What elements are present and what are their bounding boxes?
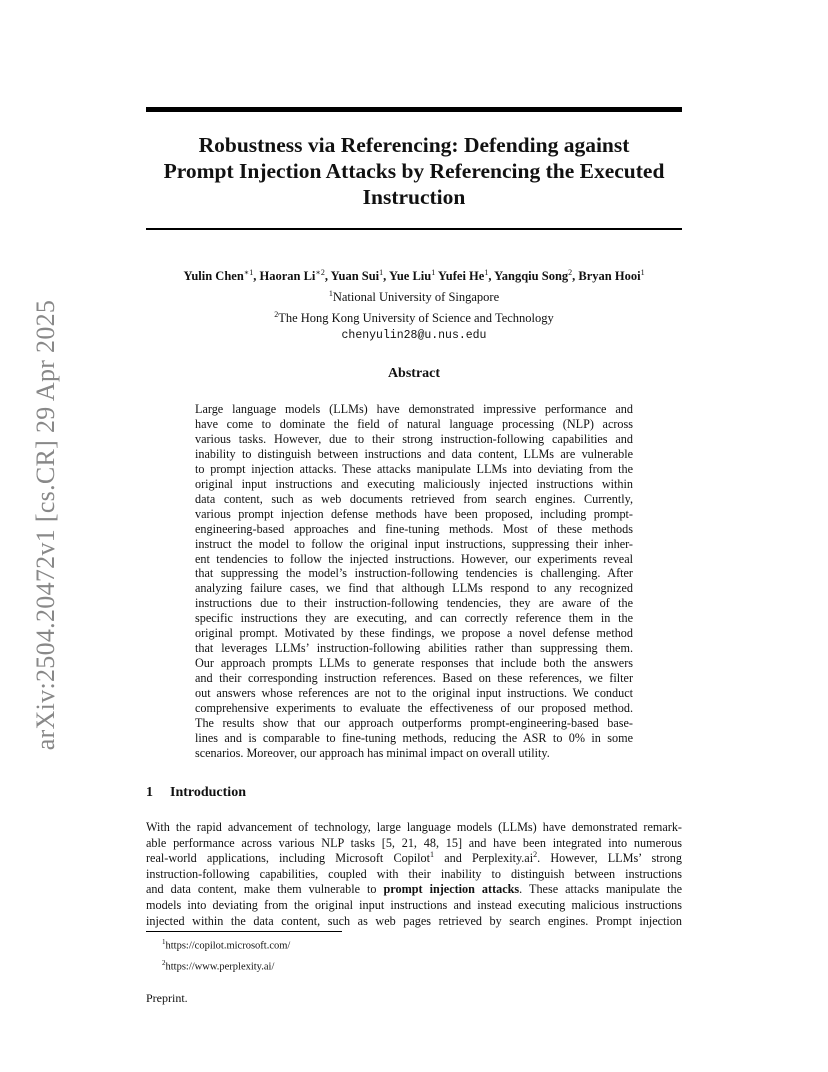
emphasis-term: prompt injection attacks bbox=[383, 882, 520, 897]
abstract-line: engineering-based approaches and fine-tuning methods. Most of these methods bbox=[195, 521, 633, 536]
footnote-link[interactable]: https://www.perplexity.ai/ bbox=[165, 961, 275, 972]
abstract-line: various tasks. However, due to their strong instruction-following capabilities and bbox=[195, 431, 633, 446]
footnote-rule bbox=[146, 931, 342, 932]
body-line: models into deviating from the original input instructions and instead executing malicious instructions bbox=[146, 897, 682, 912]
abstract-line: Our approach prompts LLMs to generate responses that include both the answers bbox=[195, 656, 633, 671]
abstract-line: have come to dominate the field of natural language processing (NLP) across bbox=[195, 416, 633, 431]
abstract-line: various prompt injection defense methods have been proposed, including prompt- bbox=[195, 506, 633, 521]
title-bottom-rule bbox=[146, 228, 682, 230]
body-line: With the rapid advancement of technology, large language models (LLMs) have demonstrated remark- bbox=[146, 820, 682, 834]
abstract-heading: Abstract bbox=[387, 366, 441, 381]
abstract-line: specific instructions they are executing, and can correctly reference them in the bbox=[195, 611, 633, 626]
abstract-line: The results show that our approach outperforms prompt-engineering-based base- bbox=[195, 716, 633, 731]
author-email: chenyulin28@u.nus.edu bbox=[341, 329, 487, 343]
body-line: real-world applications, including Microsoft Copilot$^1$ and $Perplexity.ai^2$. However, LLMs’ strong bbox=[146, 850, 682, 866]
author-name: Bryan Hooi bbox=[578, 269, 641, 284]
preprint-label: Preprint. bbox=[146, 991, 188, 1005]
abstract-line: out answers whose references are not to the original input instructions. We conduct bbox=[195, 686, 633, 701]
abstract-line: Large language models (LLMs) have demonstrated impressive performance and bbox=[195, 402, 633, 416]
author-list: Yulin Chen$^{∗1}$, Haoran $Li^{∗2}$, Yuan Sui$^1$, Yue Liu$^1$ Yufei He$^1$, Yangqiu Song$^2$, Bryan Hooi$^1$ bbox=[183, 268, 645, 284]
author-name: Yue Liu bbox=[388, 269, 432, 284]
footnote-marker[interactable]: 1 bbox=[430, 850, 435, 860]
body-line: able performance across various NLP tasks [5, 21, 48, 15] and have been integrated into numerous bbox=[146, 835, 682, 850]
body-line: and data content, make them vulnerable to prompt injection attacks. These attacks manipulate the bbox=[146, 882, 682, 897]
section-title: Introduction bbox=[170, 785, 246, 800]
abstract-line: comprehensive experiments to evaluate the effectiveness of our proposed method. bbox=[195, 701, 633, 716]
author-name: Yufei He bbox=[437, 269, 485, 284]
footnote-item: $^2$https://www.perplexity.ai/ bbox=[162, 958, 275, 972]
author-name: Yangqiu Song bbox=[494, 269, 569, 284]
abstract-line: that suppressing the model’s instruction-following tendencies is challenging. After bbox=[195, 566, 633, 581]
abstract-line: original prompt. Motivated by these findings, we propose a novel defense method bbox=[195, 626, 633, 641]
body-line: instruction-following capabilities, coupled with their inability to distinguish between instructions bbox=[146, 866, 682, 881]
title-line: Prompt Injection Attacks by Referencing the Executed bbox=[163, 159, 665, 183]
abstract-line: instructions due to their instruction-following tendencies, they are aware of the bbox=[195, 596, 633, 611]
body-line: injected within the data content, such as web pages retrieved by search engines. Prompt injection bbox=[146, 913, 682, 928]
author-affiliation-mark: 1 bbox=[379, 268, 384, 277]
author-affiliation-mark: 1 bbox=[640, 268, 645, 277]
paper-title bbox=[146, 132, 682, 210]
author-name: Haoran Li bbox=[259, 269, 316, 284]
author-affiliation-mark: ∗1 bbox=[243, 268, 254, 277]
section-heading-introduction bbox=[146, 785, 246, 801]
affiliation-2: $^2$The Hong Kong University of Science and Technology bbox=[274, 310, 554, 326]
abstract-body bbox=[195, 402, 633, 761]
footnotes bbox=[162, 934, 290, 975]
abstract-line: original input instructions and executing maliciously injected instructions within bbox=[195, 476, 633, 491]
arxiv-identifier: arXiv:2504.20472v1 [cs.CR] 29 Apr 2025 bbox=[31, 299, 60, 751]
abstract-line: and their corresponding instruction references. Based on these references, we filter bbox=[195, 671, 633, 686]
footnote-marker[interactable]: 2 bbox=[533, 850, 538, 860]
abstract-line: scenarios. Moreover, our approach has minimal impact on overall utility. bbox=[195, 745, 550, 760]
abstract-line: to prompt injection attacks. These attacks manipulate LLMs into deviating from the bbox=[195, 461, 633, 476]
title-line: Instruction bbox=[362, 185, 466, 209]
abstract-line: ent tendencies to follow the injected instructions. However, our experiments reveal bbox=[195, 551, 633, 566]
author-block bbox=[146, 264, 682, 344]
abstract-line: data content, such as web documents retrieved from search engines. Currently, bbox=[195, 491, 633, 506]
abstract-line: that leverages LLMs’ instruction-following abilities rather than suppressing them. bbox=[195, 641, 633, 656]
abstract-line: analyzing failure cases, we find that although LLMs respond to any recognized bbox=[195, 581, 633, 596]
author-affiliation-mark: 1 bbox=[431, 268, 436, 277]
footnote-link[interactable]: https://copilot.microsoft.com/ bbox=[165, 940, 291, 952]
affiliation-1: $^1$National University of Singapore bbox=[328, 289, 500, 305]
author-name: Yuan Sui bbox=[330, 269, 380, 284]
section-number: 1 bbox=[146, 785, 153, 800]
author-affiliation-mark: ∗2 bbox=[315, 268, 325, 277]
abstract-line: lines and is comparable to fine-tuning methods, reducing the ASR to 0% in some bbox=[195, 730, 633, 745]
author-affiliation-mark: 1 bbox=[484, 268, 489, 277]
author-affiliation-mark: 2 bbox=[568, 268, 573, 277]
footnote-item: $^1$https://copilot.microsoft.com/ bbox=[162, 938, 291, 952]
introduction-body bbox=[146, 820, 682, 929]
title-line: Robustness via Referencing: Defending against bbox=[198, 133, 630, 157]
author-name: Yulin Chen bbox=[183, 269, 244, 284]
abstract-line: inability to distinguish between instructions and data content, LLMs are vulnerable bbox=[195, 446, 633, 461]
abstract-line: instruct the model to follow the original input instructions, suppressing their inher- bbox=[195, 536, 633, 551]
title-top-rule bbox=[146, 107, 682, 112]
